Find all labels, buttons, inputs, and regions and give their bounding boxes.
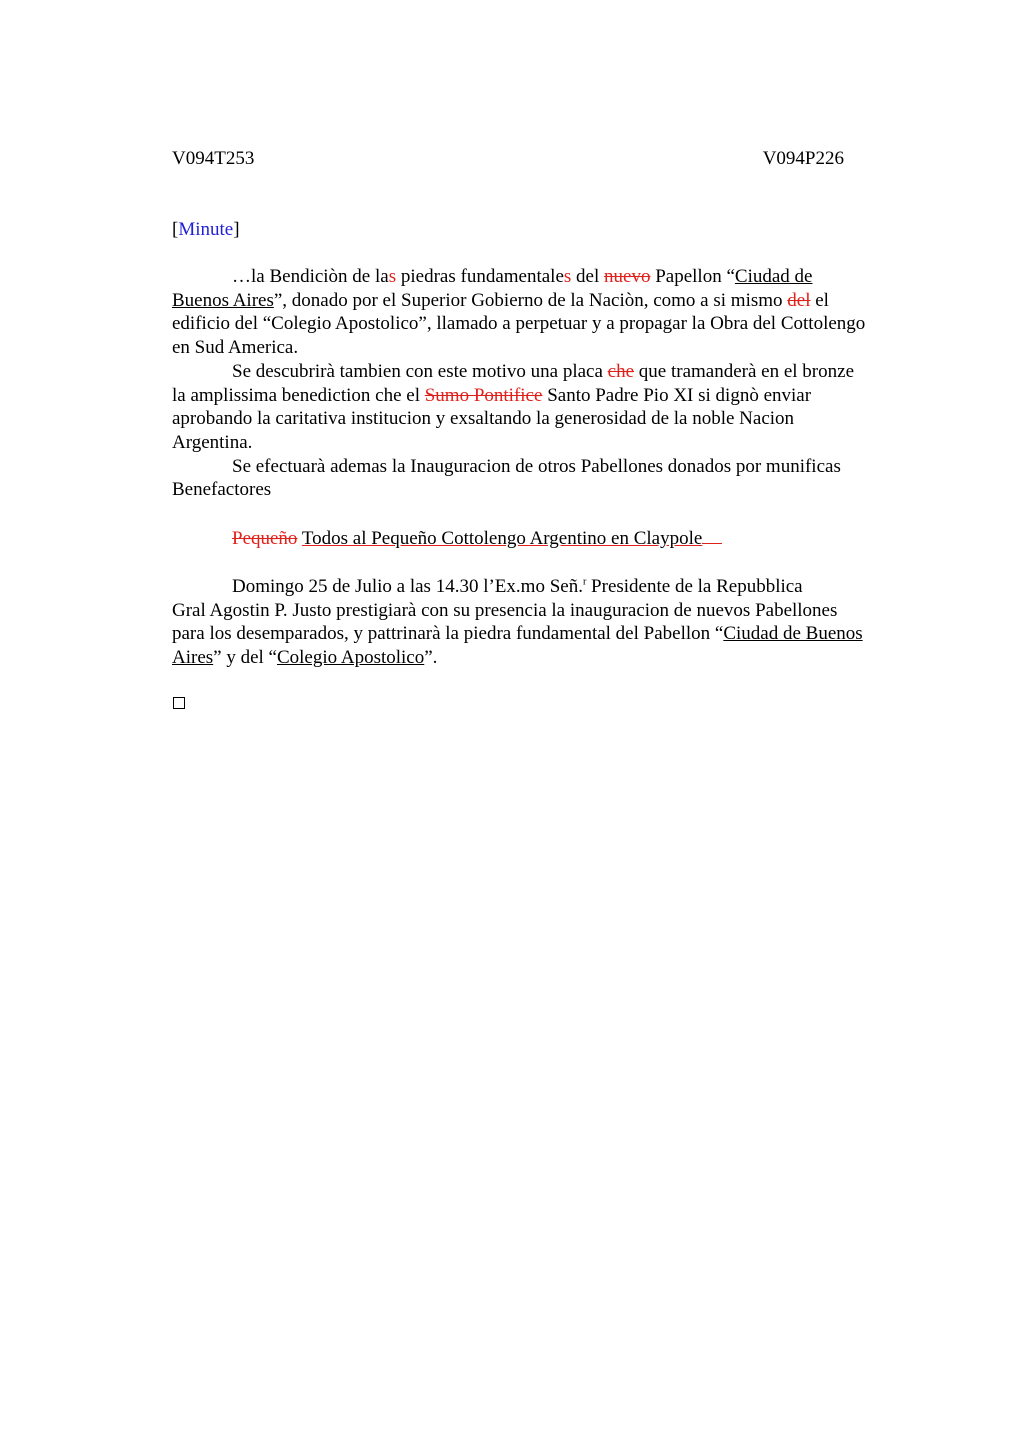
minute-tag	[172, 218, 240, 242]
text-line	[172, 360, 930, 384]
text-line	[172, 289, 930, 313]
text-line: Gral Agostin P. Justo prestigiarà con su presencia la inauguracion de nuevos Pabellones	[172, 599, 838, 621]
body-section-1	[172, 265, 930, 502]
page-header	[172, 147, 844, 171]
text-run: Domingo 25 de Julio a las 14.30 l’Ex.mo Señ.	[232, 576, 583, 597]
text-run: del	[571, 266, 605, 287]
document-code-right: V094P226	[762, 148, 844, 169]
text-line	[172, 575, 930, 599]
text-line: edificio del “Colegio Apostolico”, llamado a perpetuar y a propagar la Obra del Cottolengo	[172, 313, 866, 335]
announcement-title	[232, 527, 722, 551]
text-run: Se descubrirà tambien con este motivo una placa	[232, 360, 608, 382]
paragraph-placa	[172, 360, 930, 455]
text-run: ” y del “	[213, 647, 277, 669]
deleted-text: Sumo Pontifice	[424, 384, 543, 406]
minute-open-bracket: [	[172, 219, 179, 240]
paragraph-inauguracion	[172, 455, 930, 502]
paragraph-domingo	[172, 575, 930, 670]
title-underline-tail	[702, 529, 722, 544]
text-run: ”, donado por el Superior Gobierno de la Naciòn, como a si mismo	[273, 289, 788, 311]
deleted-text: del	[787, 289, 811, 311]
inserted-text: s	[388, 266, 397, 287]
underlined-text: Colegio Apostolico	[276, 647, 425, 669]
document-code-left: V094T253	[172, 148, 255, 169]
superscript-text: r	[582, 576, 587, 588]
minute-label: Minute	[178, 219, 234, 240]
minute-close-bracket: ]	[233, 219, 240, 240]
text-line	[172, 265, 930, 289]
underlined-text: Ciudad de	[734, 266, 813, 287]
text-line: aprobando la caritativa institucion y exsaltando la generosidad de la noble Nacion	[172, 408, 795, 430]
underlined-text: Ciudad de Buenos	[723, 623, 863, 645]
text-line: Benefactores	[172, 479, 272, 501]
paragraph-bendicion	[172, 265, 930, 360]
text-line: en Sud America.	[172, 337, 299, 359]
text-run: piedras fundamentale	[396, 266, 564, 287]
text-run: Papellon “	[650, 266, 735, 287]
text-run: para los desemparados, y pattrinarà la piedra fundamental del Pabellon “	[172, 623, 724, 645]
text-run: Santo Padre Pio XI si dignò enviar	[542, 384, 812, 406]
text-line	[172, 646, 930, 670]
deleted-text: che	[607, 360, 635, 382]
underlined-text: Buenos Aires	[172, 289, 274, 311]
text-line	[172, 622, 930, 646]
text-run: el	[810, 289, 829, 311]
underlined-text: Aires	[172, 647, 214, 669]
text-line: Se efectuarà ademas la Inauguracion de otros Pabellones donados por munificas	[232, 455, 841, 477]
text-run: que tramanderà en el bronze	[634, 360, 854, 382]
checkbox-square[interactable]	[173, 697, 185, 709]
deleted-text: nuevo	[604, 266, 651, 287]
body-section-2	[172, 575, 930, 670]
text-line	[172, 384, 930, 408]
title-text: Todos al Pequeño Cottolengo Argentino en Claypole	[301, 528, 703, 549]
inserted-text: s	[563, 266, 572, 287]
text-run: la amplissima benediction che el	[172, 384, 425, 406]
text-run: …la Bendiciòn de la	[232, 266, 389, 287]
text-run: ”.	[424, 647, 438, 669]
deleted-text: Pequeño	[232, 528, 298, 549]
text-run: Presidente de la Repubblica	[586, 576, 803, 597]
text-line: Argentina.	[172, 431, 253, 453]
